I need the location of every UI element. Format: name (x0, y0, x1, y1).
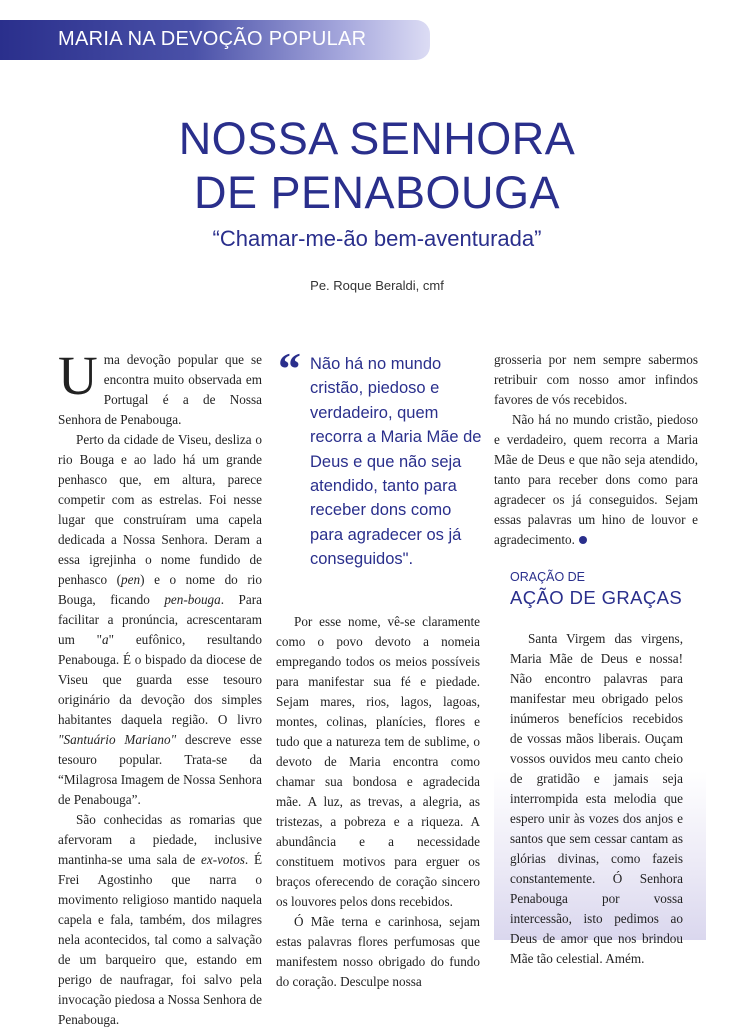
title-line-2: DE PENABOUGA (193, 167, 561, 218)
column-1 (58, 345, 262, 1030)
prayer-kicker: ORAÇÃO DE (510, 570, 586, 584)
column-2 (276, 612, 480, 992)
paragraph-mae-terna: Ó Mãe terna e carinhosa, sejam estas palavras flores perfumosas que manifestem nosso obrigado do fundo do coração. Desculpe nossa (276, 914, 480, 989)
paragraph-viseu: Perto da cidade de Viseu, desliza o rio Bouga e ao lado há um grande penhasco que, em altura, parece competir com as estrelas. Foi nesse lugar que construíram uma capela dedicada a Nossa Senhora. Deram a essa igrejinha o nome fundido de penhasco (pen) e o nome do rio Bouga, ficando pen-bouga. Para facilitar a pronúncia, acrescentaram um "a" eufônico, resultando Penabouga. É o bispado da diocese de Viseu que guarda esse tesouro originário da devoção dos simples habitantes daquela região. O livro "Santuário Mariano" descreve esse tesouro popular. Trata-se da “Milagrosa Imagem de Nossa Senhora de Penabouga”. (58, 432, 262, 807)
section-tab (0, 20, 430, 60)
end-mark-icon (579, 536, 587, 544)
section-tab-label: MARIA NA DEVOÇÃO POPULAR (58, 28, 367, 50)
prayer-text: Santa Virgem das virgens, Maria Mãe de Deus e nossa! Não encontro palavras para manifestar meu obrigado pelos inúmeros benefícios recebidos de vossas mãos liberais. Ouçam vossos ouvidos meu canto cheio de gratidão e jamais seja interrompida esta melodia que espero unir às vozes dos anjos e santos que sem cessar cantam as glórias divinas, como fazeis constantemente. Ó Senhora Penabouga por vossa intercessão, isto pedimos ao Deus de amor que nos brindou Mãe tão celestial. Amém. (510, 631, 683, 966)
title-line-1: NOSSA SENHORA (178, 113, 576, 164)
paragraph-intro: Uma devoção popular que se encontra muito observada em Portugal é a de Nossa Senhora de Penabouga. (58, 345, 262, 427)
article-subtitle: “Chamar-me-ão bem-aventurada” (212, 226, 542, 251)
paragraph-romarias: São conhecidas as romarias que afervoram a piedade, inclusive mantinha-se uma sala de ex-votos. É Frei Agostinho que narra o movimento religioso mantido naquela capela e fala, também, dos milagres nela acontecidos, tal como a salvação de um barqueiro que, estando em perigo de naufragar, foi salvo pela invocação piedosa a Nossa Senhora de Penabouga. (58, 812, 262, 1027)
article-title (0, 112, 754, 220)
pull-quote: Não há no mundo cristão, piedoso e verdadeiro, quem recorra a Maria Mãe de Deus e que não seja atendido, tanto para receber dons como para agradecer os já conseguidos". (310, 355, 482, 569)
byline: Pe. Roque Beraldi, cmf (310, 278, 444, 293)
drop-cap: U (58, 345, 98, 406)
prayer-title: AÇÃO DE GRAÇAS (510, 587, 683, 608)
quote-mark-icon: “ (278, 343, 301, 394)
paragraph-grosseria: grosseria por nem sempre sabermos retribuir com nosso amor infindos favores de vós recebidos. (494, 352, 698, 407)
column-3 (494, 350, 698, 550)
paragraph-conclusao: Não há no mundo cristão, piedoso e verdadeiro, quem recorra a Maria Mãe de Deus e que não seja atendido, tanto para receber dons como para agradecer os já conseguidos. Sejam essas palavras um hino de louvor e agradecimento. (494, 412, 698, 547)
paragraph-nome: Por esse nome, vê-se claramente como o povo devoto a nomeia empregando todos os meios possíveis para manifestar sua fé e piedade. Sejam mares, rios, lagos, lagoas, montes, colinas, planícies, flores e tudo que a natureza tem de sublime, o devoto de Maria encontra como chamar sua bondosa e agradecida mãe. A luz, as trevas, a alegria, as tristezas, a pobreza e a riqueza. A abundância e a necessidade constituem motivos para erguer os braços oferecendo de coração sincero os louvores pelos dons recebidos. (276, 614, 480, 909)
